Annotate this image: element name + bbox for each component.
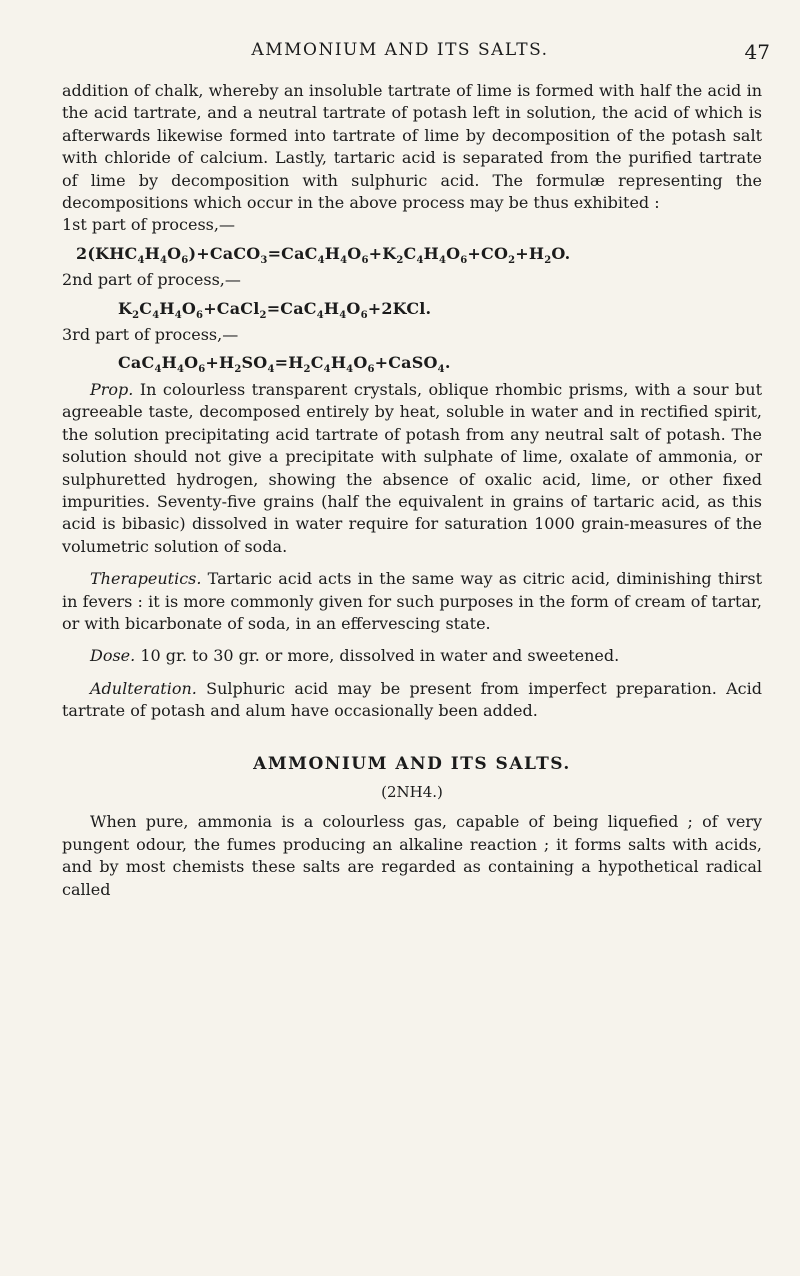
section-formula: (2NH4.) <box>381 782 443 801</box>
process-2-label: 2nd part of process,— <box>62 270 241 290</box>
formula-process-3: $CaC_4H_4O_6+H_2SO_4=H_2C_4H_4O_6+CaSO_4$. <box>118 353 451 376</box>
page-number: 47 <box>744 40 770 64</box>
formula-process-2: $K_2C_4H_4O_6+CaCl_2=CaC_4H_4O_6+2KCl$. <box>118 298 432 321</box>
dose-text: 10 gr. to 30 gr. or more, dissolved in water and sweetened. <box>135 646 620 666</box>
properties-heading: Prop. <box>90 379 134 399</box>
process-1-label: 1st part of process,— <box>62 215 235 235</box>
therapeutics-heading: Therapeutics. <box>90 569 202 589</box>
dose-paragraph <box>62 645 762 667</box>
adulteration-text: Sulphuric acid may be present from imperfect preparation. Acid tartrate of potash and alum have occasionally been added. <box>62 678 762 721</box>
section-intro-paragraph: When pure, ammonia is a colourless gas, capable of being liquefied ; of very pungent odour, the fumes producing an alkaline reaction ; it forms salts with acids, and by most chemists these salts are regarded as containing a hypothetical radical called <box>62 812 762 899</box>
adulteration-heading: Adulteration. <box>90 678 197 698</box>
dose-heading: Dose. <box>90 646 136 666</box>
properties-text: In colourless transparent crystals, oblique rhombic prisms, with a sour but agreeable taste, decomposed entirely by heat, soluble in water and in rectified spirit, the solution precipitating acid tartrate of potash from any neutral salt of potash. The solution should not give a precipitate with sulphate of lime, oxalate of ammonia, or sulphuretted hydrogen, showing the absence of oxalic acid, lime, or other fixed impurities. Seventy-five grains (half the equivalent in grains of tartaric acid, as this acid is bibasic) dissolved in water require for saturation 1000 grain-measures of the volumetric solution of soda. <box>62 379 762 556</box>
paragraph-continuation: addition of chalk, whereby an insoluble tartrate of lime is formed with half the acid in the acid tartrate, and a neutral tartrate of potash left in solution, the acid of which is afterwards likewise formed into tartrate of lime by decomposition of the potash salt with chloride of calcium. Lastly, tartaric acid is separated from the purified tartrate of lime by decomposition with sulphuric acid. The formulæ representing the decompositions which occur in the above process may be thus exhibited : <box>62 81 762 213</box>
page-body <box>62 80 762 901</box>
adulteration-paragraph <box>62 678 762 723</box>
page-header <box>0 40 800 70</box>
running-head: AMMONIUM AND ITS SALTS. <box>251 40 549 60</box>
section-title: AMMONIUM AND ITS SALTS. <box>253 753 571 774</box>
formula-process-1: $2(KHC_4H_4O_6)+CaCO_3=CaC_4H_4O_6+K_2C_4H_4O_6+CO_2+H_2O$. <box>76 243 571 267</box>
therapeutics-paragraph <box>62 568 762 635</box>
process-3-label: 3rd part of process,— <box>62 325 239 345</box>
properties-paragraph <box>62 379 762 558</box>
therapeutics-text: Tartaric acid acts in the same way as citric acid, diminishing thirst in fevers : it is more commonly given for such purposes in the form of cream of tartar, or with bicarbonate of soda, in an effervescing state. <box>62 569 762 633</box>
